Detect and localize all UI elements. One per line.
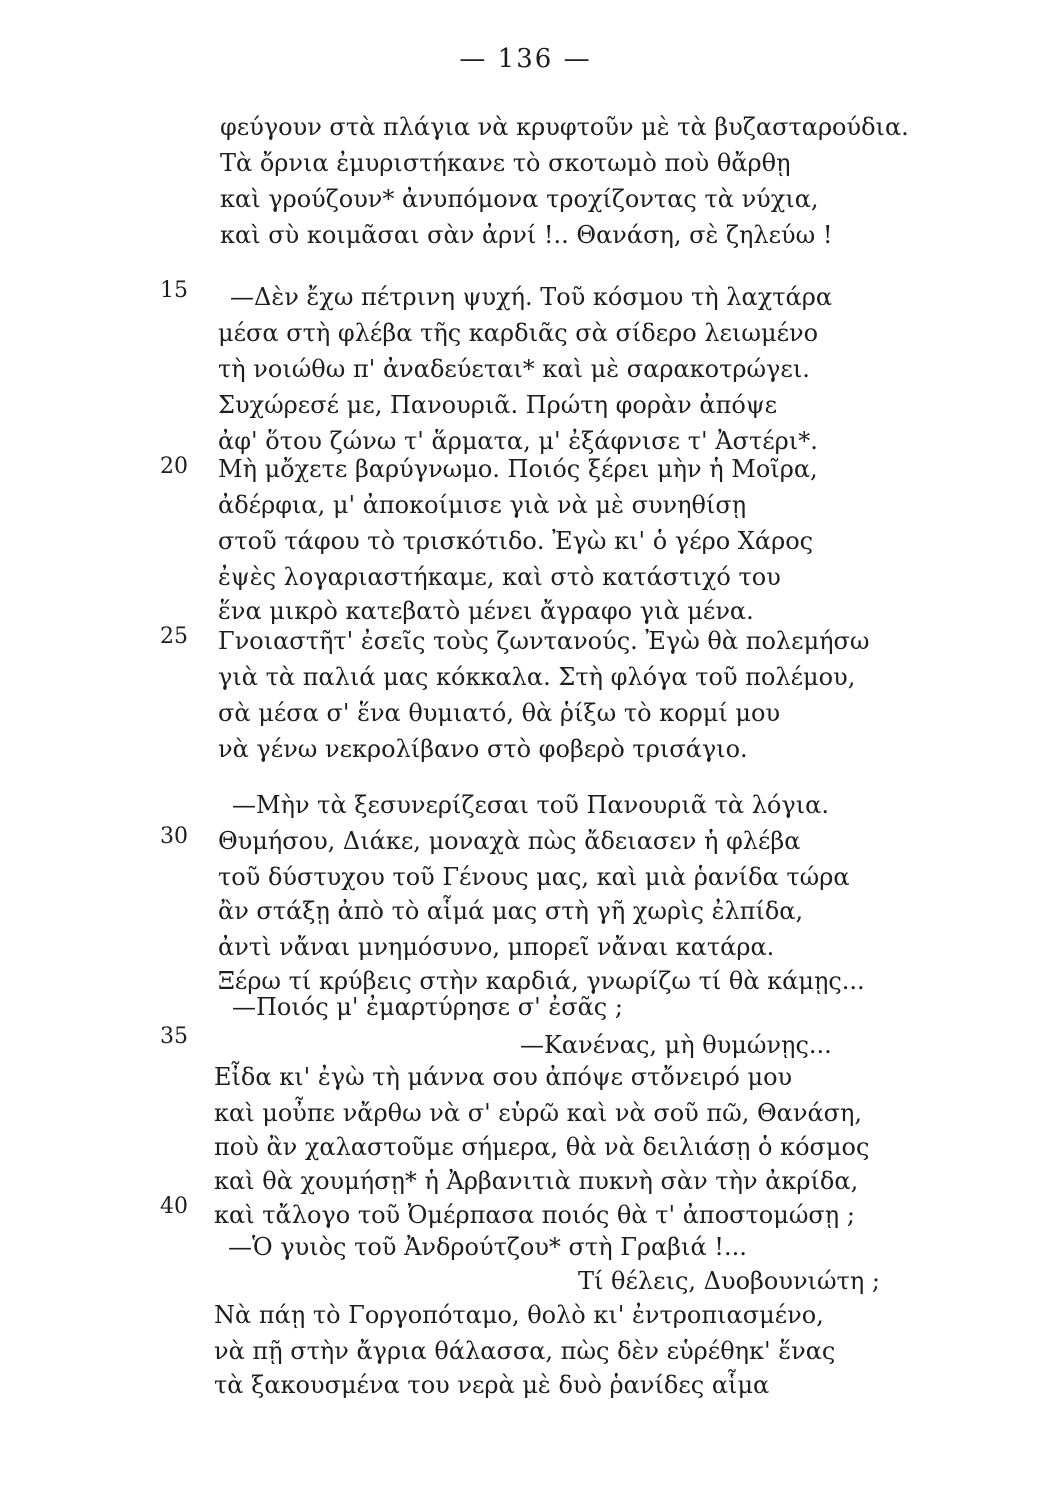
verse-line: ἐψὲς λογαριαστήκαμε, καὶ στὸ κατάστιχό του <box>218 563 781 591</box>
verse-line: Εἶδα κι' ἐγὼ τὴ μάννα σου ἀπόψε στὄνειρό μου <box>214 1063 793 1091</box>
verse-line: τὰ ξακουσμένα του νερὰ μὲ δυὸ ῥανίδες αἷμα <box>214 1371 770 1399</box>
verse-line: Νὰ πάῃ τὸ Γοργοπόταμο, θολὸ κι' ἐντροπιασμένο, <box>214 1301 824 1329</box>
verse-line: Τὰ ὄρνια ἐμυριστήκανε τὸ σκοτωμὸ ποὺ θἄρθῃ <box>220 149 791 177</box>
verse-line: Τί θέλεις, Δυοβουνιώτη ; <box>578 1267 880 1295</box>
verse-line: Γνοιαστῆτ' ἐσεῖς τοὺς ζωντανούς. Ἐγὼ θὰ πολεμήσω <box>218 627 870 655</box>
verse-line: καὶ θὰ χουμήσῃ* ἡ Ἀρβανιτιὰ πυκνὴ σὰν τὴν ἀκρίδα, <box>214 1167 859 1195</box>
line-number: 30 <box>160 824 188 849</box>
verse-line: ἀντὶ νἄναι μνημόσυνο, μπορεῖ νἄναι κατάρα. <box>218 933 775 961</box>
verse-line: νὰ γένω νεκρολίβανο στὸ φοβερὸ τρισάγιο. <box>218 735 748 763</box>
verse-line: —Ποιός μ' ἐμαρτύρησε σ' ἐσᾶς ; <box>232 993 623 1021</box>
line-number: 40 <box>160 1194 188 1219</box>
verse-line: μέσα στὴ φλέβα τῆς καρδιᾶς σὰ σίδερο λειωμένο <box>218 319 819 347</box>
line-number: 20 <box>160 454 188 479</box>
verse-line: ποὺ ἂν χαλαστοῦμε σήμερα, θὰ νὰ δειλιάσῃ ὁ κόσμος <box>214 1133 870 1161</box>
verse-line: ἀδέρφια, μ' ἀποκοίμισε γιὰ νὰ μὲ συνηθίσῃ <box>218 491 747 519</box>
verse-line: καὶ τἄλογο τοῦ Ὀμέρπασα ποιός θὰ τ' ἀποστομώσῃ ; <box>214 1201 855 1229</box>
verse-line: σὰ μέσα σ' ἕνα θυμιατό, θὰ ῥίξω τὸ κορμί μου <box>218 699 781 727</box>
verse-line: —Δὲν ἔχω πέτρινη ψυχή. Τοῦ κόσμου τὴ λαχτάρα <box>230 283 833 311</box>
verse-line: γιὰ τὰ παλιά μας κόκκαλα. Στὴ φλόγα τοῦ πολέμου, <box>218 663 856 691</box>
verse-line: καὶ σὺ κοιμᾶσαι σὰν ἀρνί !.. Θανάση, σὲ ζηλεύω ! <box>220 221 833 249</box>
verse-line: στοῦ τάφου τὸ τρισκότιδο. Ἐγὼ κι' ὁ γέρο Χάρος <box>218 527 814 555</box>
verse-line: τοῦ δύστυχου τοῦ Γένους μας, καὶ μιὰ ῥανίδα τώρα <box>218 863 850 891</box>
verse-line: τὴ νοιώθω π' ἀναδεύεται* καὶ μὲ σαρακοτρώγει. <box>218 355 810 383</box>
verse-line: Μὴ μὄχετε βαρύγνωμο. Ποιός ξέρει μὴν ἡ Μοῖρα, <box>218 455 818 483</box>
verse-line: Θυμήσου, Διάκε, μοναχὰ πὼς ἄδειασεν ἡ φλέβα <box>218 827 801 855</box>
verse-line: καὶ γρούζουν* ἀνυπόμονα τροχίζοντας τὰ νύχια, <box>220 185 819 213</box>
verse-line: καὶ μοὖπε νἄρθω νὰ σ' εὑρῶ καὶ νὰ σοῦ πῶ, Θανάση, <box>214 1099 863 1127</box>
verse-line: —Κανένας, μὴ θυμώνῃς... <box>520 1031 832 1059</box>
verse-line: —Ὁ γυιὸς τοῦ Ἀνδρούτζου* στὴ Γραβιά !... <box>228 1233 747 1261</box>
verse-line: Ξέρω τί κρύβεις στὴν καρδιά, γνωρίζω τί θὰ κάμῃς... <box>218 967 865 995</box>
verse-line: —Μὴν τὰ ξεσυνερίζεσαι τοῦ Πανουριᾶ τὰ λόγια. <box>232 791 829 819</box>
verse-line: ἀφ' ὅτου ζώνω τ' ἅρματα, μ' ἐξάφνισε τ' Ἀστέρι*. <box>218 427 818 455</box>
line-number: 25 <box>160 624 188 649</box>
verse-line: φεύγουν στὰ πλάγια νὰ κρυφτοῦν μὲ τὰ βυζασταρούδια. <box>220 113 909 141</box>
line-number: 15 <box>160 278 188 303</box>
line-number: 35 <box>160 1024 188 1049</box>
verse-line: ἂν στάξῃ ἀπὸ τὸ αἷμά μας στὴ γῆ χωρὶς ἐλπίδα, <box>218 897 804 925</box>
verse-line: Συχώρεσέ με, Πανουριᾶ. Πρώτη φορὰν ἀπόψε <box>218 391 778 419</box>
verse-line: νὰ πῇ στὴν ἄγρια θάλασσα, πὼς δὲν εὑρέθηκ' ἕνας <box>214 1337 836 1365</box>
verse-line: ἕνα μικρὸ κατεβατὸ μένει ἄγραφο γιὰ μένα. <box>218 597 754 625</box>
page-number: — 136 — <box>459 44 592 74</box>
